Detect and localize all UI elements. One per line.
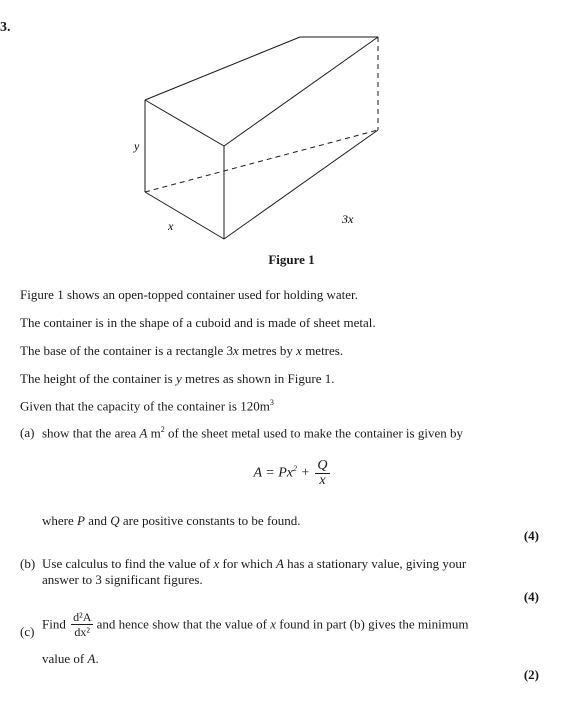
label-3x: 3x bbox=[342, 212, 354, 226]
part-a-marks: (4) bbox=[523, 528, 539, 543]
cuboid-figure bbox=[0, 0, 583, 270]
part-b-line-2: answer to 3 significant figures. bbox=[42, 572, 203, 587]
part-a-label: (a) bbox=[20, 425, 35, 440]
part-b-label: (b) bbox=[20, 556, 36, 571]
part-c-line-1: Find $\frac{\text{d²A}}{\text{dx²}}$ and hence show that the value of x found in part (b) gives the minimum bbox=[42, 610, 469, 639]
figure-caption: Figure 1 bbox=[268, 252, 315, 267]
label-y: y bbox=[134, 139, 140, 153]
part-c-label: (c) bbox=[20, 624, 35, 639]
area-equation: $A = Px^2$ + $\frac{Q}{x}$ bbox=[253, 458, 328, 488]
part-c-line-2: value of A. bbox=[42, 651, 99, 666]
question-number: 3. bbox=[0, 20, 11, 35]
label-x: x bbox=[168, 219, 174, 233]
part-a-where: where P and Q are positive constants to be found. bbox=[42, 513, 301, 528]
intro-line-4: The height of the container is y metres as shown in Figure 1. bbox=[20, 371, 335, 386]
intro-line-3: The base of the container is a rectangle 3x metres by x metres. bbox=[20, 343, 344, 358]
part-c-marks: (2) bbox=[523, 667, 539, 682]
intro-line-2: The container is in the shape of a cuboid and is made of sheet metal. bbox=[20, 315, 376, 330]
part-a-text: show that the area A $m^2$ of the sheet metal used to make the container is given by bbox=[42, 425, 463, 441]
intro-line-1: Figure 1 shows an open-topped container used for holding water. bbox=[20, 287, 358, 302]
intro-line-5: Given that the capacity of the container is $120m^3$ bbox=[20, 398, 274, 414]
part-b-line-1: Use calculus to find the value of x for which A has a stationary value, giving your bbox=[42, 556, 467, 571]
part-b-marks: (4) bbox=[523, 589, 539, 604]
